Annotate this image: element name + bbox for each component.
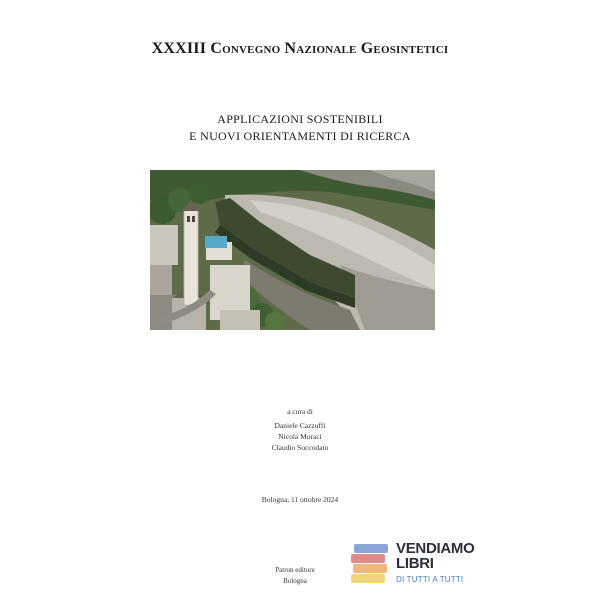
publisher-block	[255, 565, 335, 587]
aerial-photo-illustration	[150, 170, 435, 330]
cover-photo	[150, 170, 435, 330]
logo-line-1: VENDIAMO	[396, 540, 475, 557]
event-date: Bologna, 11 ottobre 2024	[261, 495, 339, 504]
curators-block	[0, 406, 600, 453]
subtitle-line-1: APPLICAZIONI SOSTENIBILI	[217, 112, 383, 126]
curator-name: Claudio Soccodato	[271, 443, 329, 452]
publisher-name: Patron editore	[275, 566, 315, 574]
conference-title: XXXIII Convegno Nazionale Geosintetici	[151, 40, 449, 57]
logo-wordmark	[396, 541, 474, 571]
logo-tagline: DI TUTTI A TUTTI	[396, 575, 464, 584]
logo-line-2: LIBRI	[396, 555, 434, 572]
publisher-city: Bologna	[283, 577, 307, 585]
curators-label: a cura di	[287, 407, 313, 416]
subtitle-line-2: E NUOVI ORIENTAMENTI DI RICERCA	[189, 129, 411, 143]
curator-name: Daniele Cazzuffi	[274, 421, 326, 430]
books-stack-icon	[348, 542, 392, 586]
book-subtitle	[0, 111, 600, 145]
curator-name: Nicola Moraci	[278, 432, 322, 441]
vendiamo-libri-logo	[348, 540, 475, 590]
